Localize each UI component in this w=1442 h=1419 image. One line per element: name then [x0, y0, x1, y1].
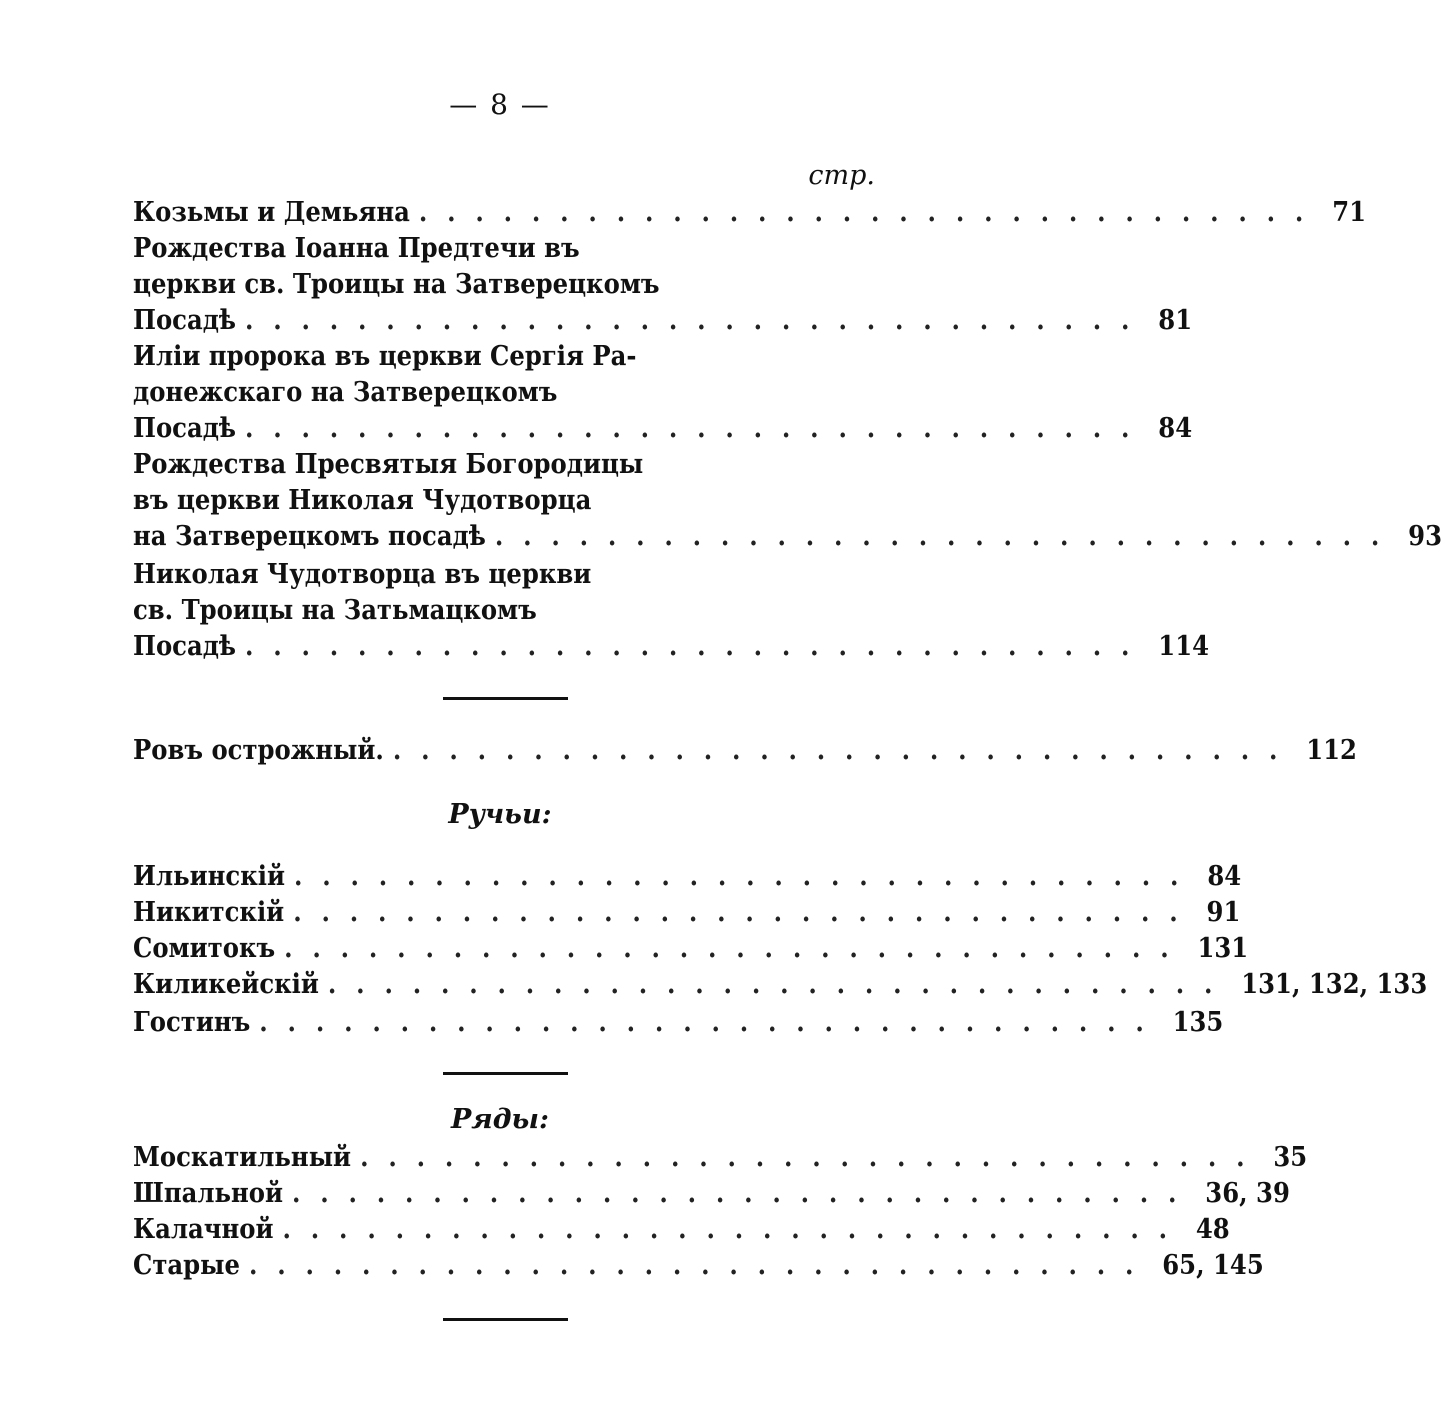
entry-pages: 131 [1197, 933, 1249, 964]
section-heading-streams: Ручьи: [448, 799, 552, 830]
leader-dots: ................................ [248, 1250, 1154, 1281]
index-entry [133, 895, 1241, 931]
index-entry [133, 859, 1242, 895]
index-entry [133, 195, 1367, 231]
entry-text-line: Иліи пророка въ церкви Сергія Ра- [133, 341, 637, 372]
index-entry [133, 1248, 1264, 1284]
entry-pages: 112 [1306, 735, 1357, 766]
entry-label: Москатильный [133, 1142, 352, 1173]
leader-dots: ................................ [360, 1142, 1265, 1173]
entry-label: Шпальной [133, 1178, 283, 1209]
entry-label: Ровъ острожный. [133, 735, 384, 766]
entry-text-line: св. Троицы на Затьмацкомъ [133, 595, 537, 626]
index-entry [133, 1005, 1224, 1041]
leader-dots: ................................ [284, 933, 1189, 964]
leader-dots: ................................ [392, 735, 1298, 766]
entry-pages: 65, 145 [1162, 1250, 1264, 1281]
index-entry [133, 967, 1428, 1003]
entry-label: Никитскій [133, 897, 285, 928]
entry-label: Киликейскій [133, 969, 319, 1000]
leader-dots: ................................ [327, 969, 1233, 1000]
section-divider [443, 1318, 568, 1321]
index-entry [133, 1176, 1290, 1212]
entry-pages: 48 [1195, 1214, 1230, 1245]
leader-dots: ................................ [418, 197, 1324, 228]
leader-dots: ................................ [244, 631, 1150, 662]
index-entry [133, 519, 1442, 555]
entry-label: Гостинъ [133, 1007, 251, 1038]
leader-dots: ................................ [291, 1178, 1197, 1209]
entry-pages: 35 [1273, 1142, 1308, 1173]
leader-dots: ................................ [293, 897, 1198, 928]
entry-pages: 71 [1332, 197, 1367, 228]
entry-label: Ильинскій [133, 861, 286, 892]
entry-pages: 84 [1207, 861, 1242, 892]
section-divider [443, 697, 568, 700]
entry-pages: 36, 39 [1205, 1178, 1290, 1209]
entry-pages: 93 [1408, 521, 1442, 552]
index-entry [133, 931, 1249, 967]
entry-text-line: донежскаго на Затверецкомъ [133, 377, 558, 408]
index-entry [133, 733, 1357, 769]
index-entry [133, 1212, 1230, 1248]
entry-pages: 131, 132, 133 [1241, 969, 1428, 1000]
entry-label: Старые [133, 1250, 240, 1281]
index-entry [133, 411, 1193, 447]
entry-text-line: Николая Чудотворца въ церкви [133, 559, 592, 590]
entry-pages: 91 [1206, 897, 1241, 928]
leader-dots: ................................ [244, 413, 1150, 444]
entry-label: Посадѣ [133, 631, 236, 662]
entry-label: Козьмы и Демьяна [133, 197, 410, 228]
column-header-pages: стр. [808, 160, 875, 191]
index-entry [133, 303, 1193, 339]
section-divider [443, 1072, 568, 1075]
entry-pages: 135 [1172, 1007, 1224, 1038]
entry-text-line: Рождества Пресвятыя Богородицы [133, 449, 644, 480]
leader-dots: ................................ [282, 1214, 1187, 1245]
leader-dots: ................................ [294, 861, 1199, 892]
entry-text-line: Рождества Іоанна Предтечи въ [133, 233, 580, 264]
entry-pages: 114 [1158, 631, 1210, 662]
entry-pages: 84 [1158, 413, 1193, 444]
entry-text-line: въ церкви Николая Чудотворца [133, 485, 592, 516]
page-number: — 8 — [449, 88, 551, 121]
leader-dots: ................................ [259, 1007, 1164, 1038]
leader-dots: ................................ [494, 521, 1400, 552]
entry-text-line: церкви св. Троицы на Затверецкомъ [133, 269, 660, 300]
index-entry [133, 1140, 1308, 1176]
index-entry [133, 629, 1210, 665]
entry-label: Калачной [133, 1214, 274, 1245]
entry-label: Посадѣ [133, 413, 236, 444]
entry-label: на Затверецкомъ посадѣ [133, 521, 486, 552]
entry-label: Сомитокъ [133, 933, 276, 964]
entry-label: Посадѣ [133, 305, 236, 336]
entry-pages: 81 [1158, 305, 1193, 336]
section-heading-rows: Ряды: [450, 1104, 549, 1135]
leader-dots: ................................ [244, 305, 1150, 336]
